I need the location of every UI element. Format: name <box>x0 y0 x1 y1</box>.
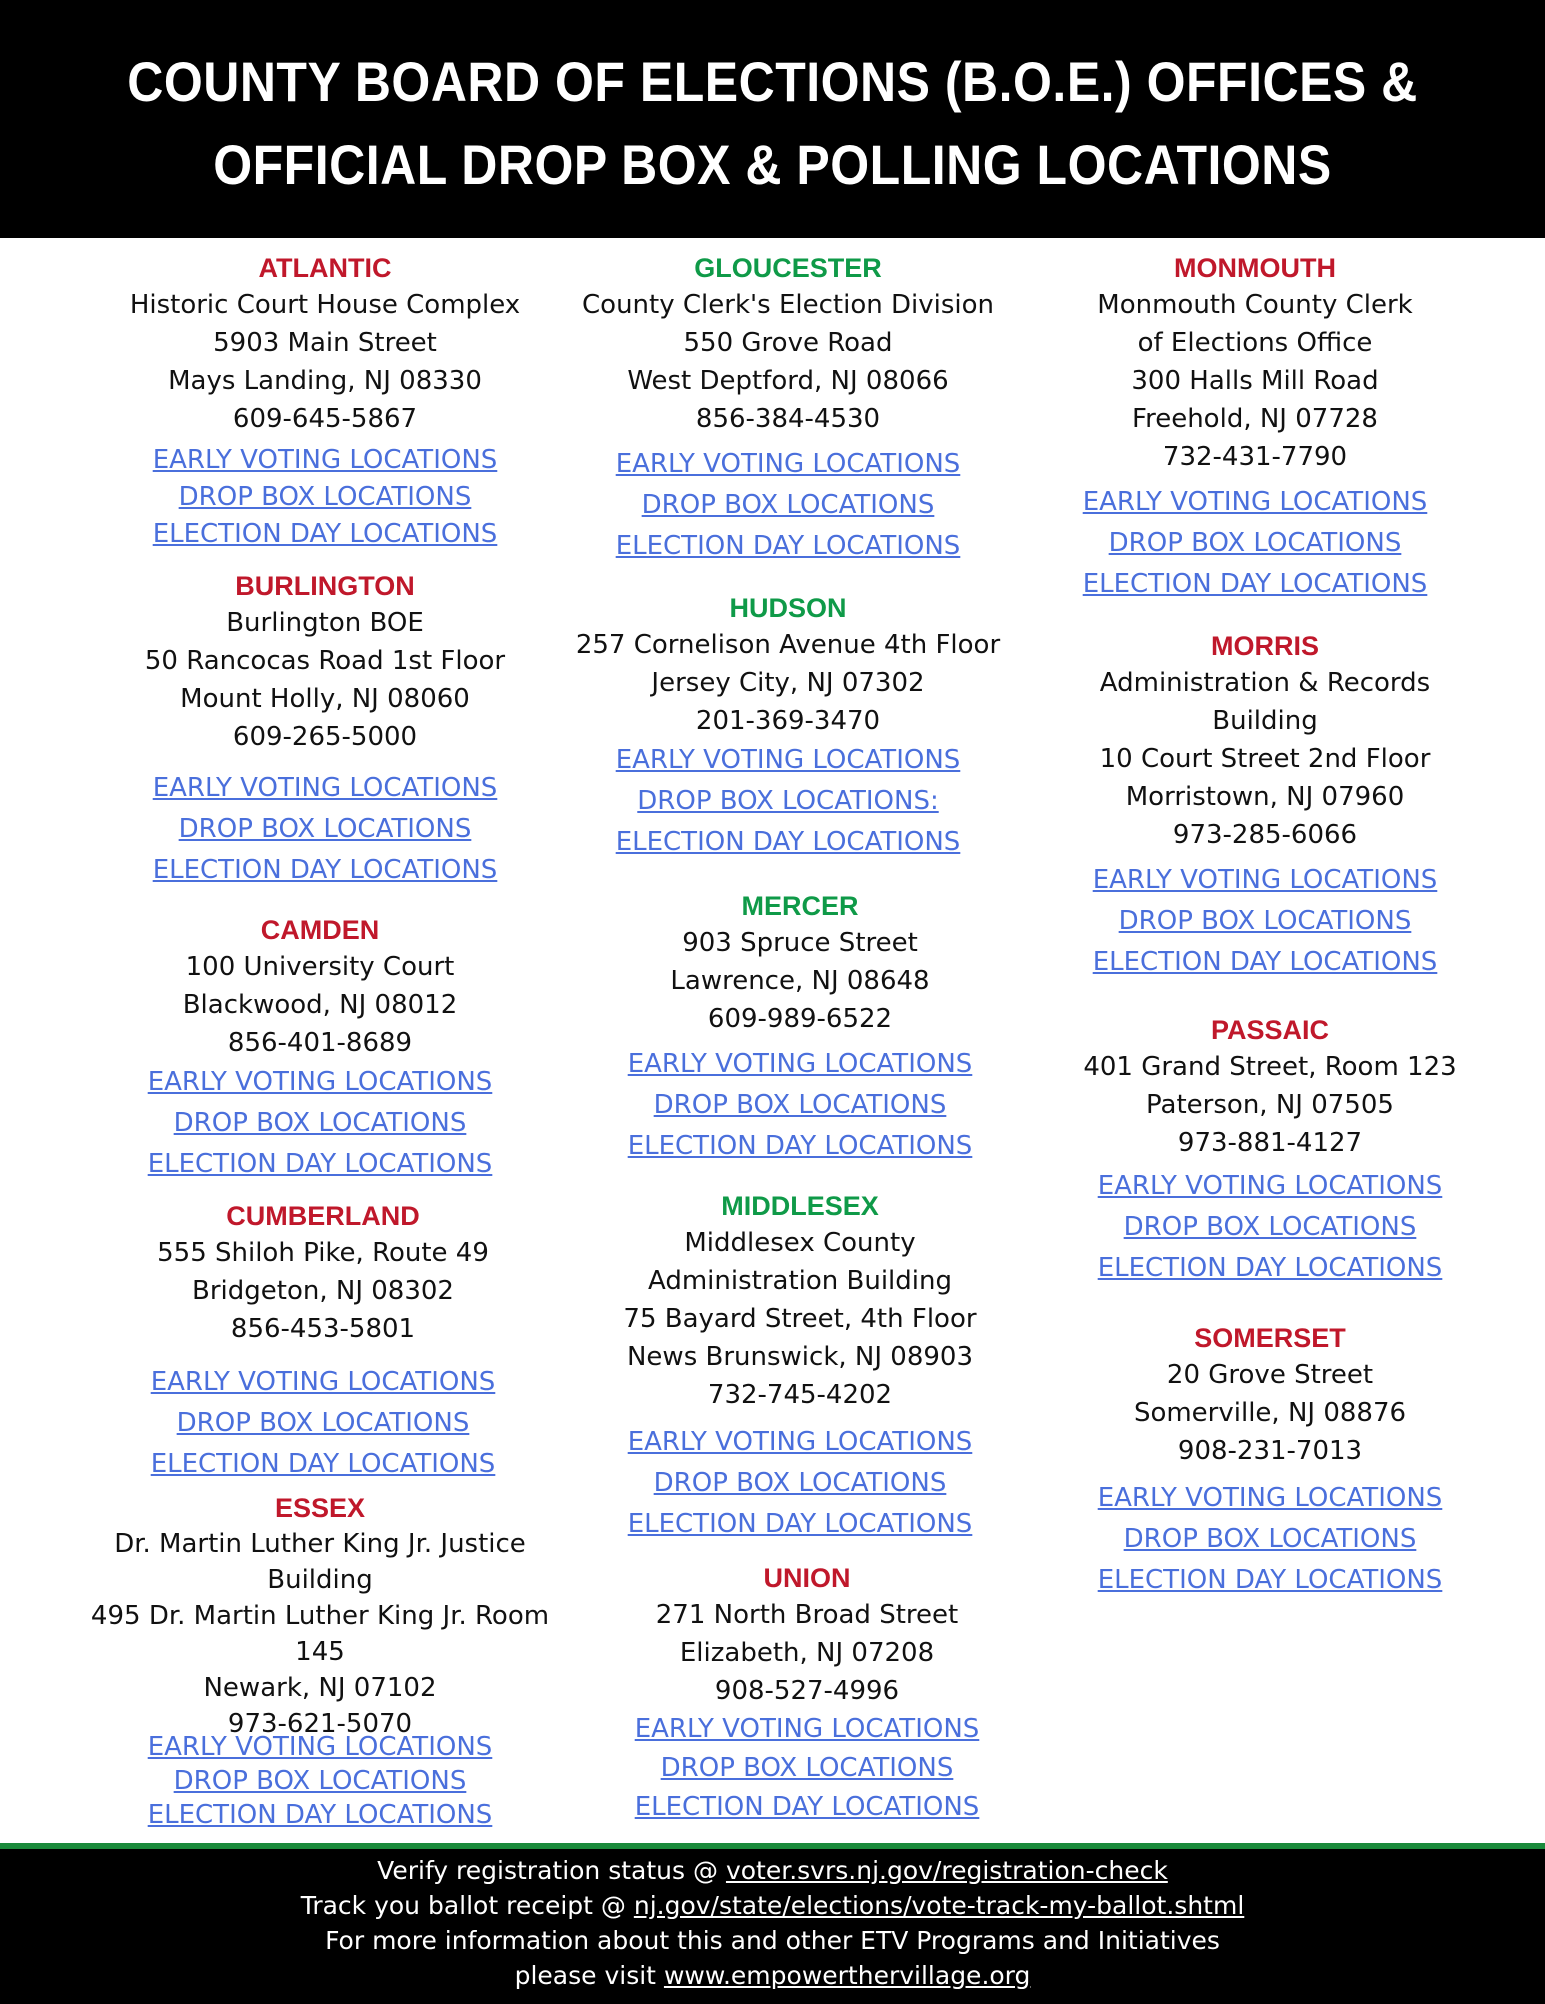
county-name: SOMERSET <box>1194 1323 1346 1353</box>
county-address: 271 North Broad Street Elizabeth, NJ 07208 908-527-4996 <box>655 1600 959 1706</box>
drop-box-link[interactable]: DROP BOX LOCATIONS <box>178 814 472 844</box>
track-ballot-link[interactable]: nj.gov/state/elections/vote-track-my-ballot.shtml <box>633 1891 1245 1920</box>
county-links <box>1030 860 1500 983</box>
county-name: ESSEX <box>274 1493 366 1523</box>
early-voting-link[interactable]: EARLY VOTING LOCATIONS <box>1092 865 1438 895</box>
county-name: GLOUCESTER <box>694 253 882 283</box>
county-name: MONMOUTH <box>1174 253 1336 283</box>
county-address: Burlington BOE 50 Rancocas Road 1st Floor Mount Holly, NJ 08060 609-265-5000 <box>144 608 506 752</box>
county-address: 20 Grove Street Somerville, NJ 08876 908-231-7013 <box>1133 1360 1407 1466</box>
election-day-link[interactable]: ELECTION DAY LOCATIONS <box>1092 947 1438 977</box>
website-link[interactable]: www.empowerthervillage.org <box>663 1961 1031 1990</box>
page-header <box>0 0 1545 238</box>
county-links <box>1035 1478 1505 1601</box>
election-day-link[interactable]: ELECTION DAY LOCATIONS <box>150 1449 496 1479</box>
early-voting-link[interactable]: EARLY VOTING LOCATIONS <box>147 1067 493 1097</box>
county-atlantic <box>90 250 560 553</box>
county-address: Monmouth County Clerk of Elections Office 300 Halls Mill Road Freehold, NJ 07728 732-431-7790 <box>1097 290 1413 472</box>
county-passaic <box>1035 1012 1505 1289</box>
county-links <box>1035 1166 1505 1289</box>
drop-box-link[interactable]: DROP BOX LOCATIONS <box>1123 1212 1417 1242</box>
county-name: UNION <box>763 1563 851 1593</box>
early-voting-link[interactable]: EARLY VOTING LOCATIONS <box>1082 487 1428 517</box>
county-links <box>553 444 1023 567</box>
early-voting-link[interactable]: EARLY VOTING LOCATIONS <box>627 1427 973 1457</box>
county-gloucester <box>553 250 1023 567</box>
county-links <box>1020 482 1490 605</box>
county-morris <box>1030 628 1500 983</box>
election-day-link[interactable]: ELECTION DAY LOCATIONS <box>615 531 961 561</box>
county-links <box>90 768 560 891</box>
drop-box-link[interactable]: DROP BOX LOCATIONS <box>641 490 935 520</box>
drop-box-link[interactable]: DROP BOX LOCATIONS <box>173 1766 467 1796</box>
county-address: Dr. Martin Luther King Jr. Justice Building 495 Dr. Martin Luther King Jr. Room 145 Newark, NJ 07102 973-621-5070 <box>90 1529 550 1739</box>
early-voting-link[interactable]: EARLY VOTING LOCATIONS <box>1097 1171 1443 1201</box>
county-name: MERCER <box>741 891 859 921</box>
early-voting-link[interactable]: EARLY VOTING LOCATIONS <box>615 449 961 479</box>
footer-info-line: For more information about this and other ETV Programs and Initiatives <box>325 1926 1220 1955</box>
election-day-link[interactable]: ELECTION DAY LOCATIONS <box>634 1792 980 1822</box>
election-day-link[interactable]: ELECTION DAY LOCATIONS <box>1097 1253 1443 1283</box>
county-address: Historic Court House Complex 5903 Main Street Mays Landing, NJ 08330 609-645-5867 <box>129 290 521 434</box>
early-voting-link[interactable]: EARLY VOTING LOCATIONS <box>147 1732 493 1762</box>
county-name: CAMDEN <box>260 915 380 945</box>
page-footer <box>0 1849 1545 2004</box>
county-address: County Clerk's Election Division 550 Grove Road West Deptford, NJ 08066 856-384-4530 <box>582 290 994 434</box>
county-address: Middlesex County Administration Building 75 Bayard Street, 4th Floor News Brunswick, NJ 08903 732-745-4202 <box>623 1228 977 1410</box>
county-somerset <box>1035 1320 1505 1601</box>
election-day-link[interactable]: ELECTION DAY LOCATIONS <box>152 519 498 549</box>
county-links <box>565 1422 1035 1545</box>
drop-box-link[interactable]: DROP BOX LOCATIONS: <box>637 786 939 816</box>
county-name: BURLINGTON <box>235 571 415 601</box>
footer-registration-line: Verify registration status @ voter.svrs.nj.gov/registration-check <box>377 1856 1168 1885</box>
county-address: 100 University Court Blackwood, NJ 08012 856-401-8689 <box>182 952 458 1058</box>
early-voting-link[interactable]: EARLY VOTING LOCATIONS <box>627 1049 973 1079</box>
drop-box-link[interactable]: DROP BOX LOCATIONS <box>1118 906 1412 936</box>
drop-box-link[interactable]: DROP BOX LOCATIONS <box>173 1108 467 1138</box>
county-links <box>90 442 560 553</box>
page-title-line-1: COUNTY BOARD OF ELECTIONS (B.O.E.) OFFICES & <box>127 50 1418 114</box>
county-hudson <box>553 590 1023 863</box>
county-name: CUMBERLAND <box>226 1201 420 1231</box>
county-address: 257 Cornelison Avenue 4th Floor Jersey City, NJ 07302 201-369-3470 <box>575 630 1001 736</box>
county-camden <box>85 912 555 1185</box>
county-middlesex <box>565 1188 1035 1545</box>
early-voting-link[interactable]: EARLY VOTING LOCATIONS <box>634 1714 980 1744</box>
county-links <box>85 1062 555 1185</box>
election-day-link[interactable]: ELECTION DAY LOCATIONS <box>627 1509 973 1539</box>
early-voting-link[interactable]: EARLY VOTING LOCATIONS <box>615 745 961 775</box>
election-day-link[interactable]: ELECTION DAY LOCATIONS <box>147 1149 493 1179</box>
drop-box-link[interactable]: DROP BOX LOCATIONS <box>1123 1524 1417 1554</box>
county-address: 903 Spruce Street Lawrence, NJ 08648 609-989-6522 <box>670 928 930 1034</box>
county-burlington <box>90 568 560 891</box>
drop-box-link[interactable]: DROP BOX LOCATIONS <box>660 1753 954 1783</box>
county-name: ATLANTIC <box>258 253 392 283</box>
drop-box-link[interactable]: DROP BOX LOCATIONS <box>653 1090 947 1120</box>
election-day-link[interactable]: ELECTION DAY LOCATIONS <box>627 1131 973 1161</box>
county-essex <box>85 1490 555 1832</box>
drop-box-link[interactable]: DROP BOX LOCATIONS <box>176 1408 470 1438</box>
county-mercer <box>565 888 1035 1167</box>
county-name: MIDDLESEX <box>721 1191 879 1221</box>
county-name: MORRIS <box>1211 631 1319 661</box>
footer-visit-line: please visit www.empowerthervillage.org <box>514 1961 1031 1990</box>
election-day-link[interactable]: ELECTION DAY LOCATIONS <box>147 1800 493 1830</box>
footer-ballot-line: Track you ballot receipt @ nj.gov/state/elections/vote-track-my-ballot.shtml <box>300 1891 1245 1920</box>
page-title-line-2: OFFICIAL DROP BOX & POLLING LOCATIONS <box>213 133 1332 197</box>
county-monmouth <box>1020 250 1490 605</box>
early-voting-link[interactable]: EARLY VOTING LOCATIONS <box>152 445 498 475</box>
early-voting-link[interactable]: EARLY VOTING LOCATIONS <box>152 773 498 803</box>
drop-box-link[interactable]: DROP BOX LOCATIONS <box>1108 528 1402 558</box>
election-day-link[interactable]: ELECTION DAY LOCATIONS <box>1082 569 1428 599</box>
drop-box-link[interactable]: DROP BOX LOCATIONS <box>653 1468 947 1498</box>
county-links <box>85 1730 555 1832</box>
county-address: 555 Shiloh Pike, Route 49 Bridgeton, NJ 08302 856-453-5801 <box>157 1238 489 1344</box>
county-links <box>88 1362 558 1485</box>
election-day-link[interactable]: ELECTION DAY LOCATIONS <box>152 855 498 885</box>
county-name: PASSAIC <box>1210 1015 1330 1045</box>
county-name: HUDSON <box>729 593 847 623</box>
county-links <box>572 1710 1042 1827</box>
county-links <box>553 740 1023 863</box>
early-voting-link[interactable]: EARLY VOTING LOCATIONS <box>1097 1483 1443 1513</box>
county-cumberland <box>88 1198 558 1485</box>
early-voting-link[interactable]: EARLY VOTING LOCATIONS <box>150 1367 496 1397</box>
county-address: Administration & Records Building 10 Court Street 2nd Floor Morristown, NJ 07960 973-285-6066 <box>1099 668 1431 850</box>
registration-check-link[interactable]: voter.svrs.nj.gov/registration-check <box>725 1856 1168 1885</box>
county-union <box>572 1560 1042 1827</box>
election-day-link[interactable]: ELECTION DAY LOCATIONS <box>615 827 961 857</box>
election-day-link[interactable]: ELECTION DAY LOCATIONS <box>1097 1565 1443 1595</box>
drop-box-link[interactable]: DROP BOX LOCATIONS <box>178 482 472 512</box>
county-links <box>565 1044 1035 1167</box>
county-address: 401 Grand Street, Room 123 Paterson, NJ 07505 973-881-4127 <box>1083 1052 1457 1158</box>
